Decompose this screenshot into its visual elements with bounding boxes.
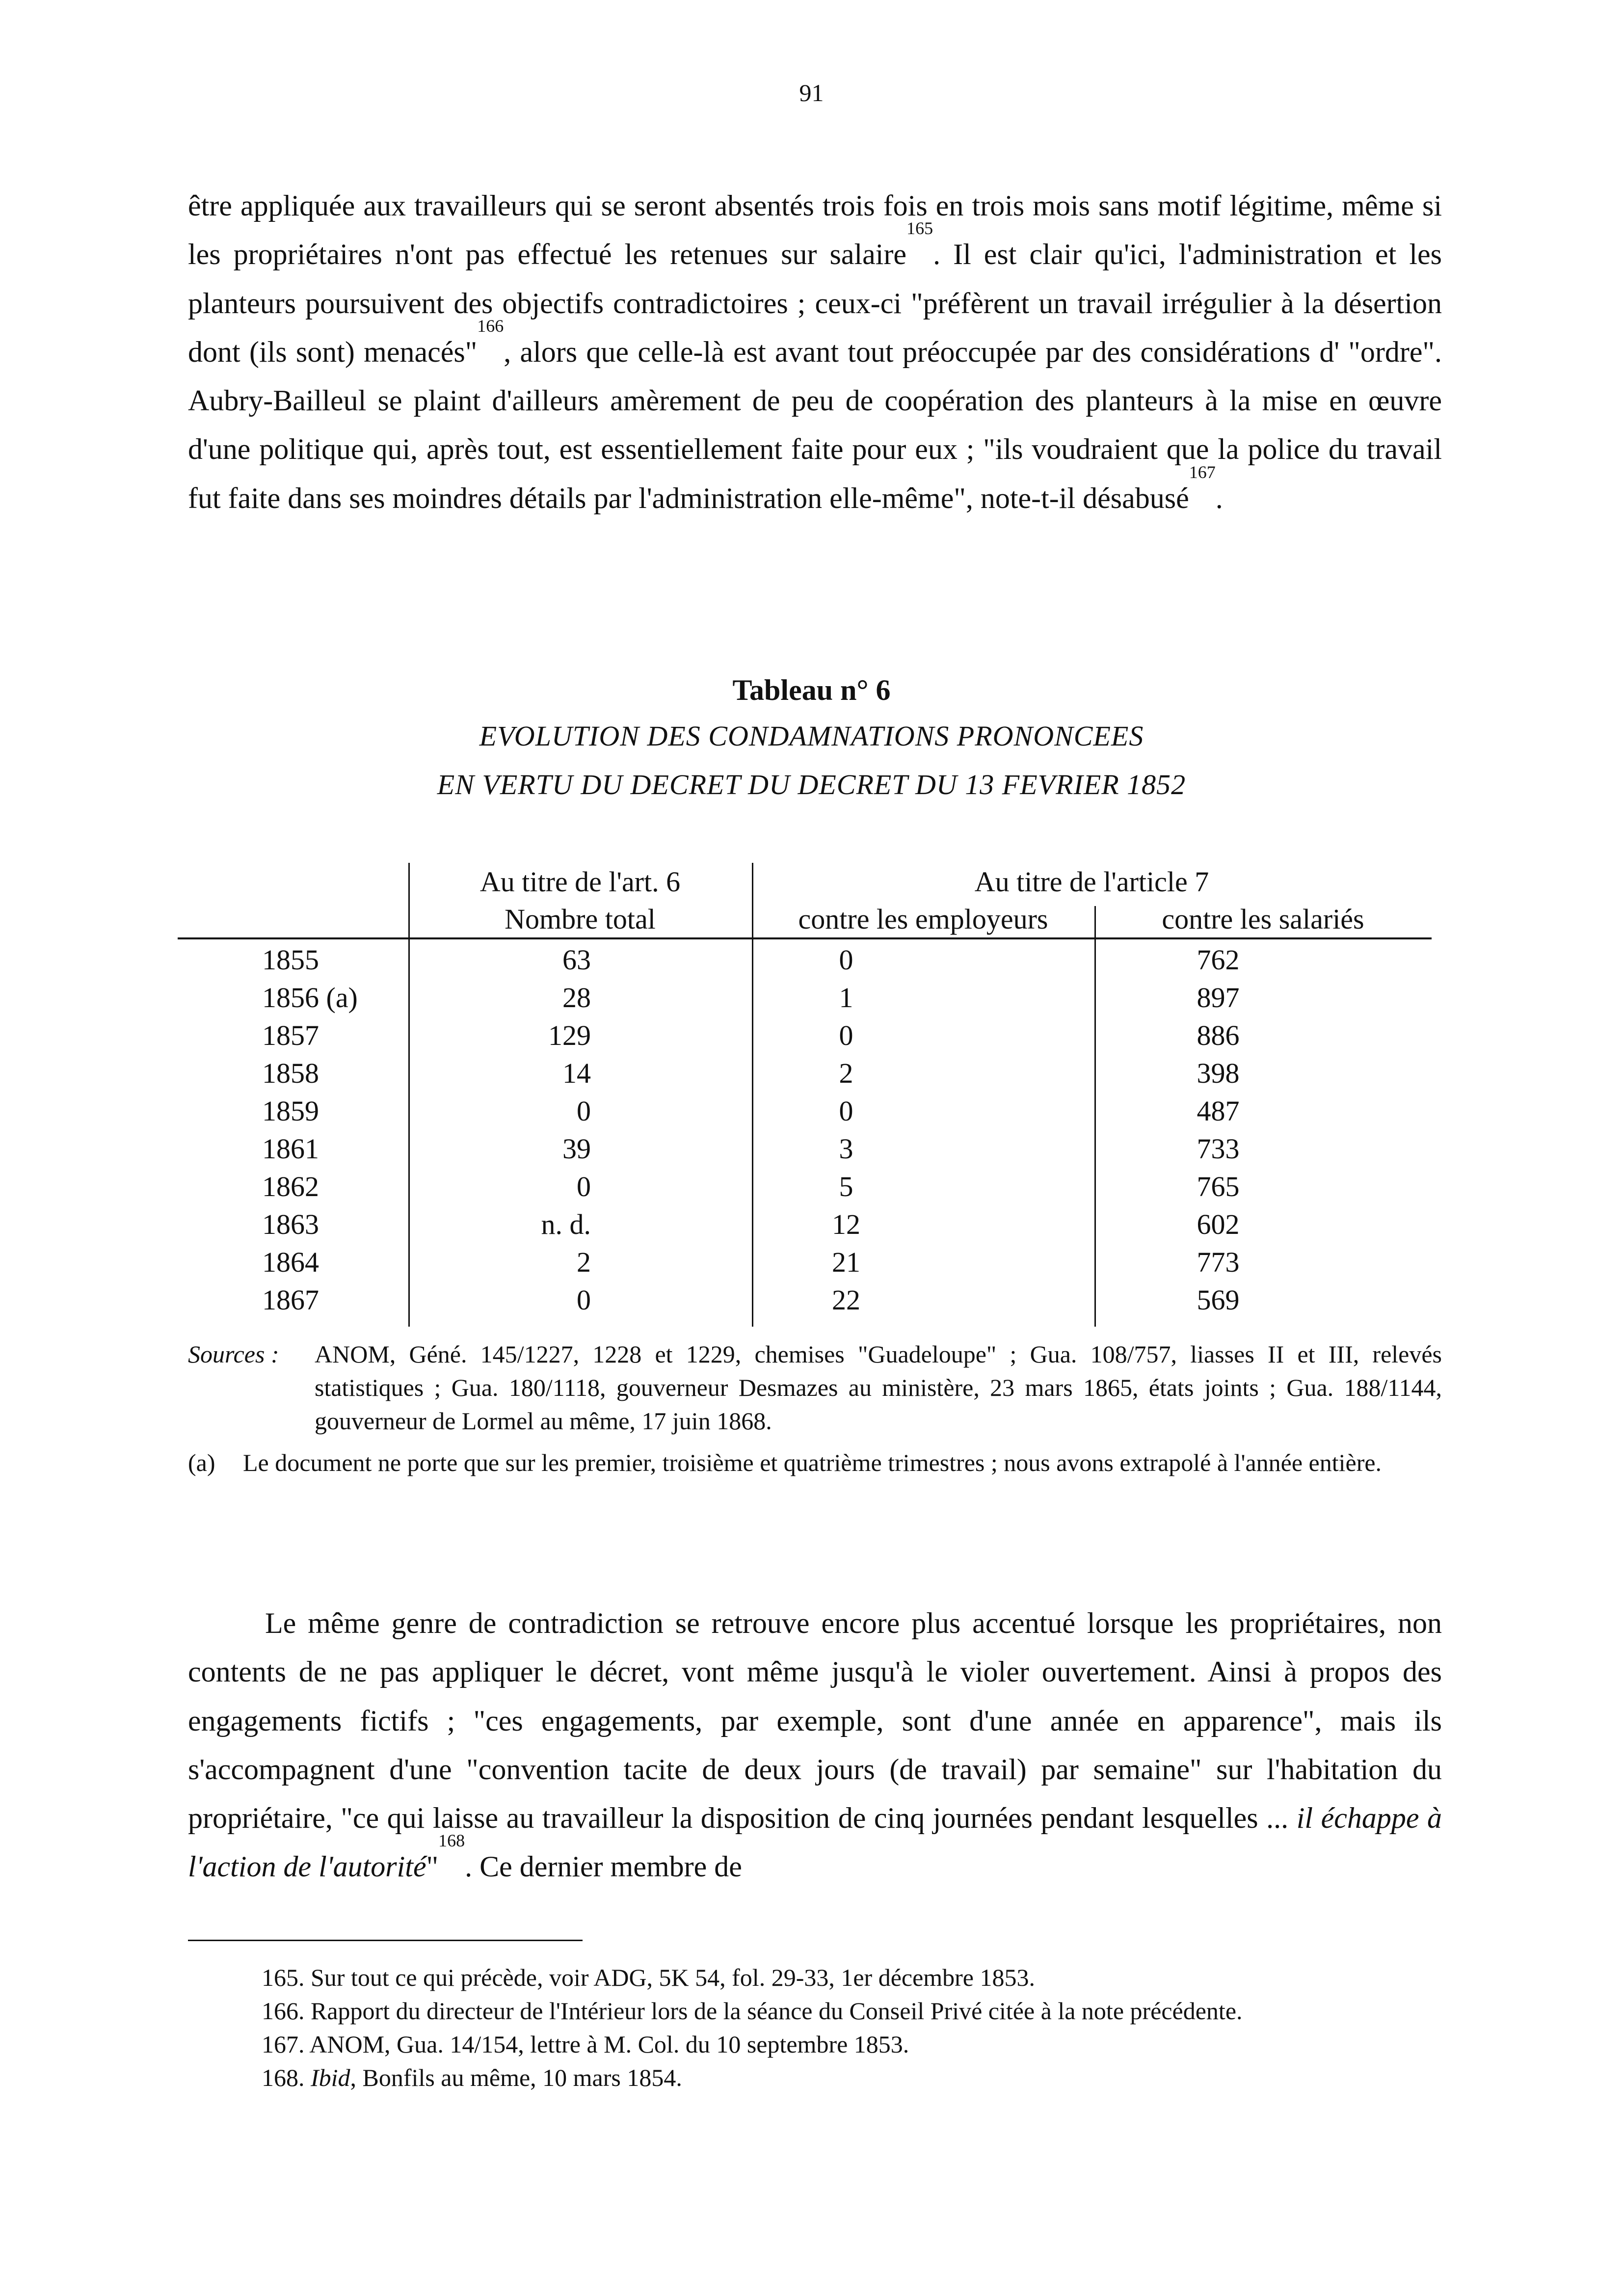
table-row xyxy=(178,1093,1432,1130)
cell-year: 1855 xyxy=(262,944,319,976)
table-row xyxy=(178,1017,1432,1054)
cell-year: 1859 xyxy=(262,1095,319,1127)
cell-salaries: 762 xyxy=(1197,944,1240,976)
note-a-label: (a) xyxy=(188,1449,215,1476)
paragraph-1-text-c: , alors que celle-là est avant tout préoccupée par des considérations d' "ordre". Aubry-Bailleul se plaint d'ailleurs amèrement de peu de coopération des planteurs à la mise en œuvre d'une politique qui, après tout, est essentiellement faite pour eux ; "ils voudraient que la police du travail fut faite dans ses moindres détails par l'administration elle-même", note-t-il désabusé xyxy=(188,335,1442,514)
table-row xyxy=(178,1244,1432,1281)
cell-employeurs: 3 xyxy=(839,1133,853,1165)
footnotes xyxy=(188,1961,1442,2094)
header-art7: Au titre de l'article 7 xyxy=(974,866,1209,898)
cell-year: 1862 xyxy=(262,1171,319,1202)
cell-salaries: 733 xyxy=(1197,1133,1240,1165)
table-row xyxy=(178,1281,1432,1319)
paragraph-1-text-a: être appliquée aux travailleurs qui se seront absentés trois fois en trois mois sans motif légitime, même si les propriétaires n'ont pas effectué les retenues sur salaire xyxy=(188,189,1442,271)
cell-salaries: 897 xyxy=(1197,982,1240,1014)
cell-salaries: 886 xyxy=(1197,1019,1240,1051)
cell-employeurs: 0 xyxy=(839,944,853,976)
table-title: Tableau n° 6 xyxy=(732,674,891,706)
cell-salaries: 487 xyxy=(1197,1095,1240,1127)
footnote-168-ibid: Ibid xyxy=(311,2064,350,2091)
cell-employeurs: 0 xyxy=(839,1019,853,1051)
table-row xyxy=(178,979,1432,1016)
cell-salaries: 569 xyxy=(1197,1284,1240,1316)
footnote-ref-166[interactable]: 166 xyxy=(477,316,504,336)
cell-year: 1857 xyxy=(262,1019,319,1051)
cell-employeurs: 5 xyxy=(839,1171,853,1202)
footnote-separator xyxy=(188,1940,583,1941)
cell-employeurs: 22 xyxy=(832,1284,860,1316)
cell-year: 1856 (a) xyxy=(262,982,358,1014)
cell-year: 1864 xyxy=(262,1246,319,1278)
footnote-167: 167. ANOM, Gua. 14/154, lettre à M. Col. du 10 septembre 1853. xyxy=(262,2030,909,2058)
cell-art6: 0 xyxy=(577,1095,591,1127)
cell-year: 1861 xyxy=(262,1133,319,1165)
cell-art6: 129 xyxy=(548,1019,591,1051)
table-row xyxy=(178,1206,1432,1243)
sources-label: Sources : xyxy=(188,1340,279,1368)
table-row xyxy=(178,1130,1432,1168)
cell-salaries: 602 xyxy=(1197,1208,1240,1240)
paragraph-2-quote-italic: il échappe à l'action de l'autorité xyxy=(188,1802,1442,1883)
cell-salaries: 773 xyxy=(1197,1246,1240,1278)
footnote-ref-165[interactable]: 165 xyxy=(906,218,933,239)
cell-employeurs: 12 xyxy=(832,1208,860,1240)
cell-salaries: 398 xyxy=(1197,1057,1240,1089)
cell-salaries: 765 xyxy=(1197,1171,1240,1202)
cell-art6: 0 xyxy=(577,1171,591,1202)
footnote-168-rest: , Bonfils au même, 10 mars 1854. xyxy=(350,2064,682,2091)
footnote-ref-168[interactable]: 168 xyxy=(438,1831,465,1851)
paragraph-1-text-d: . xyxy=(1215,481,1223,514)
cell-employeurs: 2 xyxy=(839,1057,853,1089)
note-a-text: Le document ne porte que sur les premier, troisième et quatrième trimestres ; nous avons extrapolé à l'année entière. xyxy=(243,1449,1382,1476)
footnote-168-prefix: 168. xyxy=(262,2064,311,2091)
table-subtitle-line-2: EN VERTU DU DECRET DU DECRET DU 13 FEVRIER 1852 xyxy=(437,769,1186,801)
footnote-168 xyxy=(188,2061,1442,2094)
header-art6-line1: Au titre de l'art. 6 xyxy=(479,866,681,898)
table-row xyxy=(178,1168,1432,1205)
table-subtitle-line-1: EVOLUTION DES CONDAMNATIONS PRONONCEES xyxy=(479,720,1144,752)
table-row xyxy=(178,941,1432,979)
header-employeurs: contre les employeurs xyxy=(798,903,1048,935)
footnote-165: 165. Sur tout ce qui précède, voir ADG, 5K 54, fol. 29-33, 1er décembre 1853. xyxy=(262,1964,1036,1991)
header-salaries: contre les salariés xyxy=(1162,903,1364,935)
cell-employeurs: 0 xyxy=(839,1095,853,1127)
cell-employeurs: 1 xyxy=(839,982,853,1014)
body-paragraph-2 xyxy=(188,1599,1442,1892)
paragraph-1-text-b: . Il est clair qu'ici, l'administration et les planteurs poursuivent des objectifs contradictoires ; ceux-ci "préfèrent un travail irrégulier à la désertion dont (ils sont) menacés" xyxy=(188,238,1442,368)
cell-employeurs: 21 xyxy=(832,1246,860,1278)
cell-art6: 14 xyxy=(562,1057,591,1089)
footnote-166: 166. Rapport du directeur de l'Intérieur lors de la séance du Conseil Privé citée à la note précédente. xyxy=(262,1997,1243,2025)
cell-art6: 2 xyxy=(577,1246,591,1278)
table-row xyxy=(178,1055,1432,1092)
header-art6-line2: Nombre total xyxy=(505,903,656,935)
body-paragraph-1 xyxy=(188,182,1442,523)
cell-art6: 28 xyxy=(562,982,591,1014)
cell-art6: 39 xyxy=(562,1133,591,1165)
paragraph-2-text-b: " xyxy=(426,1850,439,1883)
cell-art6: 63 xyxy=(562,944,591,976)
cell-year: 1867 xyxy=(262,1284,319,1316)
cell-year: 1858 xyxy=(262,1057,319,1089)
sources-text: ANOM, Géné. 145/1227, 1228 et 1229, chemises "Guadeloupe" ; Gua. 108/757, liasses II et III, relevés statistiques ; Gua. 180/1118, gouverneur Desmazes au ministère, 23 mars 1865, états joints ; Gua. 188/1144, gouverneur de Lormel au même, 17 juin 1868. xyxy=(315,1340,1442,1435)
cell-year: 1863 xyxy=(262,1208,319,1240)
page-number: 91 xyxy=(799,79,824,107)
paragraph-2-text-a: Le même genre de contradiction se retrouve encore plus accentué lorsque les propriétaires, non contents de ne pas appliquer le décret, vont même jusqu'à le violer ouvertement. Ainsi à propos des engagements fictifs ; "ces engagements, par exemple, sont d'une année en apparence", mais ils s'accompagnent d'une "convention tacite de deux jours (de travail) par semaine" sur l'habitation du propriétaire, "ce qui laisse au travailleur la disposition de cinq journées pendant lesquelles ... xyxy=(188,1607,1442,1835)
cell-art6: 0 xyxy=(577,1284,591,1316)
cell-art6: n. d. xyxy=(541,1208,591,1240)
paragraph-2-text-c: . Ce dernier membre de xyxy=(465,1850,742,1883)
footnote-ref-167[interactable]: 167 xyxy=(1189,462,1216,482)
